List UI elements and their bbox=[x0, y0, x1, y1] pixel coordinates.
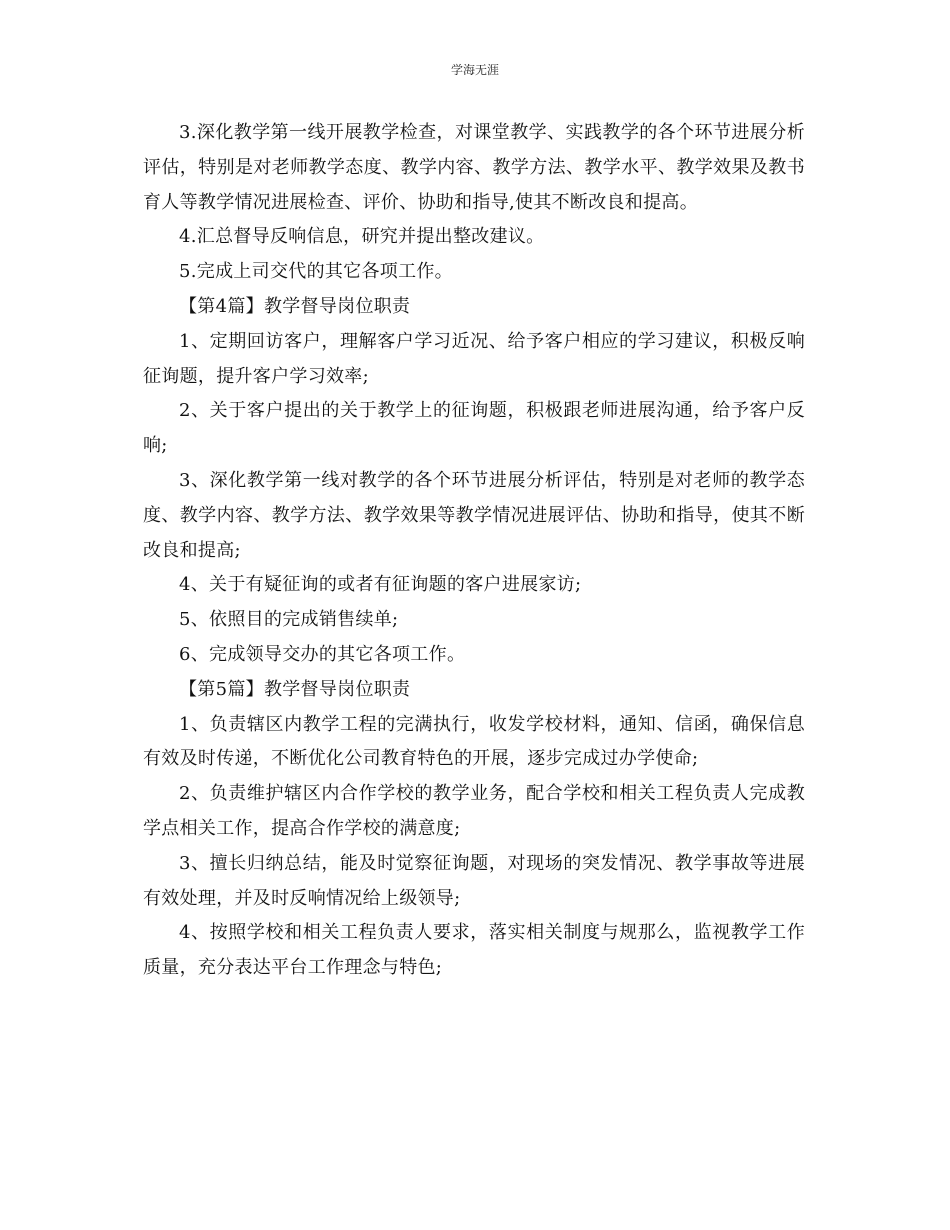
section4-item-3: 3、深化教学第一线对教学的各个环节进展分析评估，特别是对老师的教学态度、教学内容、教学方法、教学效果等教学情况进展评估、协助和指导，使其不断改良和提高; bbox=[143, 469, 805, 561]
section4-item-5: 5、依照目的完成销售续单; bbox=[179, 609, 399, 631]
section4-item-4: 4、关于有疑征询的或者有征询题的客户进展家访; bbox=[179, 574, 582, 596]
section4-item-6: 6、完成领导交办的其它各项工作。 bbox=[179, 643, 466, 665]
paragraph-item-3: 3.深化教学第一线开展教学检查，对课堂教学、实践教学的各个环节进展分析评估，特别是对老师教学态度、教学内容、教学方法、教学水平、教学效果及教书育人等教学情况进展检查、评价、协助和指导,使其不断改良和提高。 bbox=[143, 122, 805, 213]
section-heading-4: 【第4篇】教学督导岗位职责 bbox=[179, 295, 411, 317]
section4-item-2: 2、关于客户提出的关于教学上的征询题，积极跟老师进展沟通，给予客户反响; bbox=[143, 400, 805, 457]
section5-item-2: 2、负责维护辖区内合作学校的教学业务，配合学校和相关工程负责人完成教学点相关工作，提高合作学校的满意度; bbox=[143, 783, 805, 839]
section5-item-4: 4、按照学校和相关工程负责人要求，落实相关制度与规那么，监视教学工作质量，充分表达平台工作理念与特色; bbox=[143, 922, 805, 979]
document-body bbox=[143, 116, 805, 986]
section4-item-1: 1、定期回访客户，理解客户学习近况、给予客户相应的学习建议，积极反响征询题，提升客户学习效率; bbox=[143, 330, 805, 387]
section5-item-3: 3、擅长归纳总结，能及时觉察征询题，对现场的突发情况、教学事故等进展有效处理，并及时反响情况给上级领导; bbox=[143, 852, 805, 909]
paragraph-item-5: 5.完成上司交代的其它各项工作。 bbox=[179, 261, 453, 283]
paragraph-item-4: 4.汇总督导反响信息，研究并提出整改建议。 bbox=[179, 226, 545, 248]
page-header: 学海无涯 bbox=[450, 63, 499, 77]
section-heading-5: 【第5篇】教学督导岗位职责 bbox=[179, 678, 411, 700]
section5-item-1: 1、负责辖区内教学工程的完满执行，收发学校材料，通知、信函，确保信息有效及时传递，不断优化公司教育特色的开展，逐步完成过办学使命; bbox=[143, 713, 805, 770]
